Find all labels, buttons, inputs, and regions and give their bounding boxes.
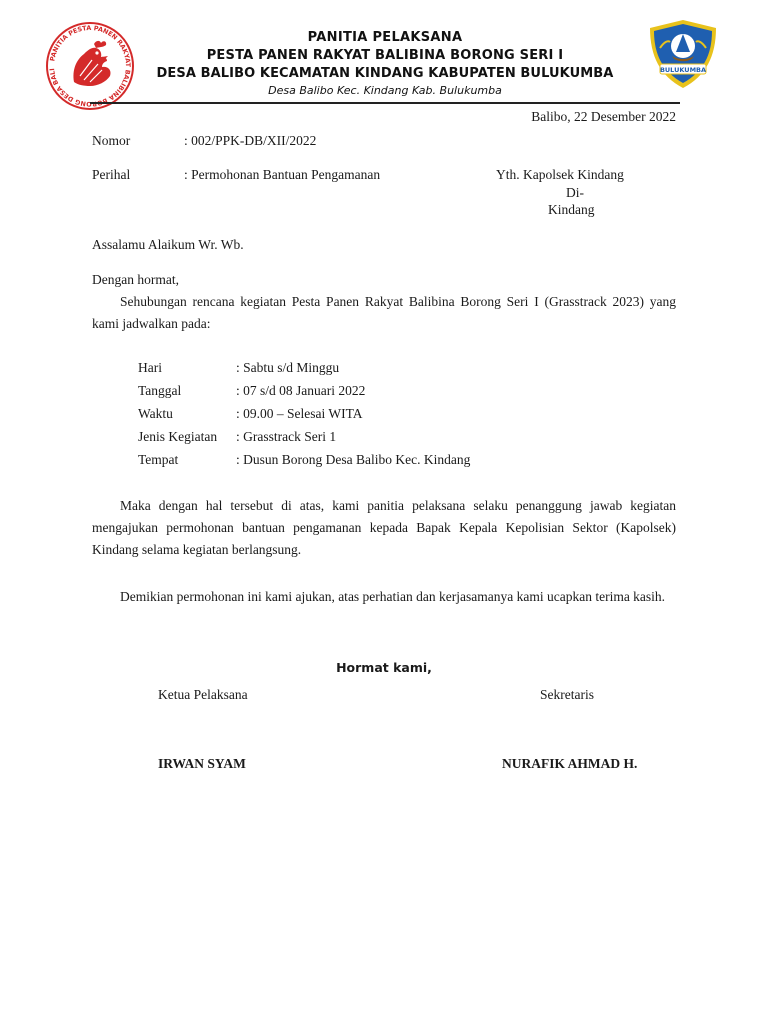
signatory-left-title: Ketua Pelaksana: [158, 687, 248, 702]
event-label: Hari: [138, 360, 162, 375]
letterhead-region: DESA BALIBO KECAMATAN KINDANG KABUPATEN BULUKUMBA: [156, 66, 614, 81]
greeting: Assalamu Alaikum Wr. Wb.: [92, 237, 244, 252]
event-value: : 07 s/d 08 Januari 2022: [236, 383, 366, 398]
paragraph-request: Maka dengan hal tersebut di atas, kami panitia pelaksana selaku penanggung jawab kegiatan mengajukan permohonan bantuan pengamanan kepada Bapak Kepala Kepolisian Sektor (Kapolsek) Kindang selama kegiatan berlangsung.: [92, 498, 676, 557]
perihal-value: : Permohonan Bantuan Pengamanan: [184, 167, 381, 182]
signatory-right-name: NURAFIK AHMAD H.: [502, 756, 638, 771]
bulukumba-crest-logo: [646, 18, 720, 90]
event-value: : Grasstrack Seri 1: [236, 429, 337, 444]
event-label: Jenis Kegiatan: [138, 429, 218, 444]
nomor-value: : 002/PPK-DB/XII/2022: [184, 133, 317, 148]
perihal-label: Perihal: [92, 167, 131, 182]
signatory-right-title: Sekretaris: [540, 687, 594, 702]
event-value: : 09.00 – Selesai WITA: [236, 406, 363, 421]
event-row-time: [138, 406, 558, 429]
event-row-date: [138, 383, 558, 406]
crest-label: BULUKUMBA: [659, 66, 707, 74]
event-label: Waktu: [138, 406, 173, 421]
event-row-day: [138, 360, 558, 383]
event-label: Tempat: [138, 452, 179, 467]
letterhead-title: PANITIA PELAKSANA: [307, 30, 463, 45]
recipient-line-1: Yth. Kapolsek Kindang: [496, 167, 624, 182]
event-row-place: [138, 452, 558, 475]
recipient-line-2: Di-: [566, 185, 584, 200]
letterhead-address: Desa Balibo Kec. Kindang Kab. Bulukumba: [268, 84, 502, 97]
paragraph-closing: Demikian permohonan ini kami ajukan, atas perhatian dan kerjasamanya kami ucapkan terima kasih.: [120, 589, 666, 604]
event-label: Tanggal: [138, 383, 182, 398]
left-logo-ring-text: PANITIA PESTA PANEN RAKYAT BALIBINA BORONG DESA BALI: [48, 23, 133, 109]
letterhead-event: PESTA PANEN RAKYAT BALIBINA BORONG SERI I: [206, 48, 564, 63]
closing-phrase: Hormat kami,: [336, 660, 432, 675]
committee-logo: [44, 20, 136, 112]
letter-date: Balibo, 22 Desember 2022: [531, 109, 676, 124]
event-value: : Dusun Borong Desa Balibo Kec. Kindang: [236, 452, 471, 467]
recipient-line-3: Kindang: [548, 202, 595, 217]
paragraph-intro: Sehubungan rencana kegiatan Pesta Panen Rakyat Balibina Borong Seri I (Grasstrack 2023) yang kami jadwalkan pada:: [92, 294, 676, 331]
signatory-left-name: IRWAN SYAM: [158, 756, 246, 771]
salutation: Dengan hormat,: [92, 272, 179, 287]
letterhead-divider: [90, 102, 680, 104]
event-value: : Sabtu s/d Minggu: [236, 360, 340, 375]
event-row-type: [138, 429, 558, 452]
nomor-label: Nomor: [92, 133, 131, 148]
